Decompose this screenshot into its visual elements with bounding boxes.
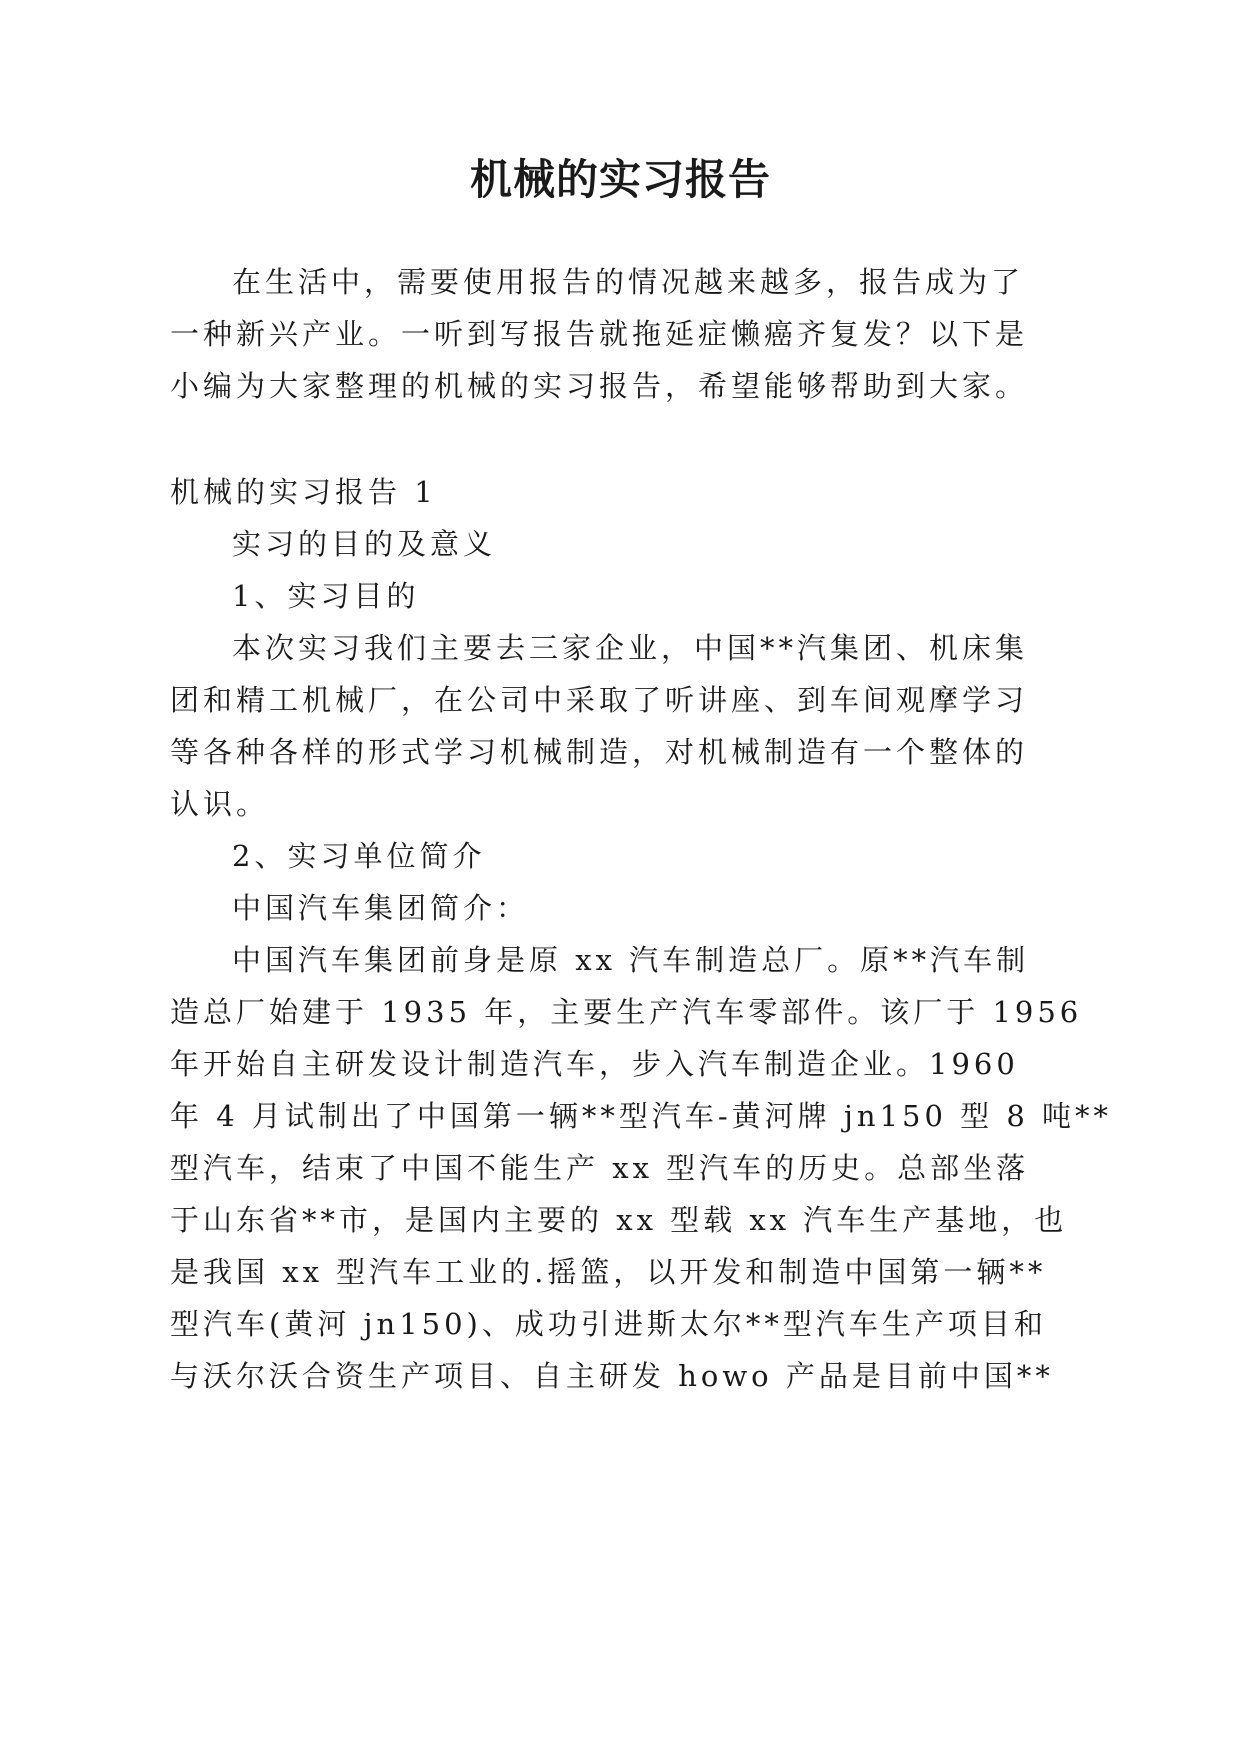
company-heading: 中国汽车集团简介：	[232, 891, 530, 925]
section-heading: 机械的实习报告 1	[170, 475, 437, 509]
company-line-3: 年开始自主研发设计制造汽车，步入汽车制造企业。1960	[170, 1047, 1019, 1081]
intro-line-2: 一种新兴产业。一听到写报告就拖延症懒癌齐复发？以下是	[170, 317, 1029, 351]
company-line-4: 年 4 月试制出了中国第一辆**型汽车-黄河牌 jn150 型 8 吨**	[170, 1099, 1113, 1133]
purpose-subheading: 实习的目的及意义	[232, 527, 497, 561]
intro-line-1: 在生活中，需要使用报告的情况越来越多，报告成为了	[232, 265, 1025, 299]
item1-title: 1、实习目的	[232, 579, 420, 613]
document-title: 机械的实习报告	[469, 155, 771, 204]
item1-line-2: 团和精工机械厂，在公司中采取了听讲座、到车间观摩学习	[170, 683, 1029, 717]
item1-line-4: 认识。	[170, 787, 270, 821]
company-line-2: 造总厂始建于 1935 年，主要生产汽车零部件。该厂于 1956	[170, 995, 1083, 1029]
company-line-1: 中国汽车集团前身是原 xx 汽车制造总厂。原**汽车制	[232, 943, 1030, 977]
item1-line-3: 等各种各样的形式学习机械制造，对机械制造有一个整体的	[170, 735, 1029, 769]
company-line-7: 是我国 xx 型汽车工业的.摇篮，以开发和制造中国第一辆**	[170, 1255, 1047, 1289]
item1-line-1: 本次实习我们主要去三家企业，中国**汽集团、机床集	[232, 631, 1029, 665]
company-line-8: 型汽车(黄河 jn150)、成功引进斯太尔**型汽车生产项目和	[170, 1307, 1047, 1341]
company-line-9: 与沃尔沃合资生产项目、自主研发 howo 产品是目前中国**	[170, 1359, 1054, 1393]
intro-line-3: 小编为大家整理的机械的实习报告，希望能够帮助到大家。	[170, 369, 1029, 403]
company-line-5: 型汽车，结束了中国不能生产 xx 型汽车的历史。总部坐落	[170, 1151, 1030, 1185]
company-line-6: 于山东省**市，是国内主要的 xx 型载 xx 汽车生产基地，也	[170, 1203, 1068, 1237]
item2-title: 2、实习单位简介	[232, 839, 486, 873]
